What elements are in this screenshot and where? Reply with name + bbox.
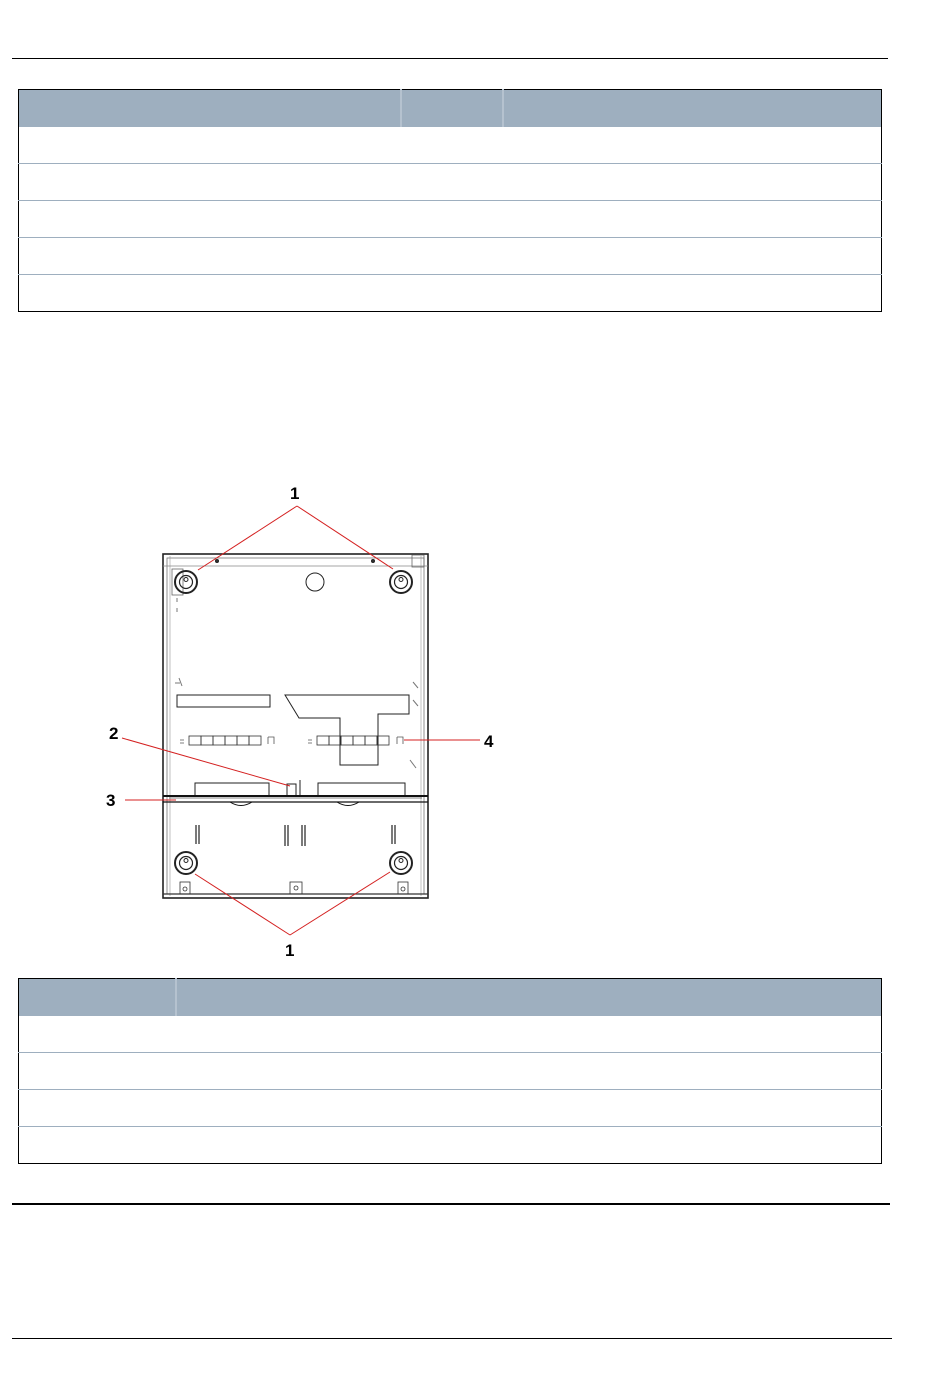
- spec-table: [18, 89, 882, 312]
- table-cell: [401, 238, 503, 275]
- table-header-cell: [401, 90, 503, 128]
- header-rule: [12, 58, 888, 59]
- table-cell: [401, 201, 503, 238]
- table-cell: [19, 127, 401, 164]
- terminal-strip-left: [180, 736, 274, 745]
- table-row: [19, 201, 882, 238]
- table-cell: [503, 275, 882, 312]
- mounting-hole-bottom-left: [175, 852, 197, 874]
- table-header-cell: [19, 979, 176, 1017]
- table-cell: [401, 164, 503, 201]
- callout-leaders: [122, 506, 480, 935]
- bottom-fixings: [163, 882, 428, 894]
- table-cell: [19, 238, 401, 275]
- enclosure-outline: [163, 554, 428, 898]
- top-cutouts: [177, 695, 409, 765]
- footer-rule: [12, 1203, 890, 1205]
- table-row: [19, 1016, 882, 1053]
- table-cell: [401, 275, 503, 312]
- table-cell: [401, 127, 503, 164]
- table-cell: [19, 1053, 176, 1090]
- table-cell: [176, 1090, 882, 1127]
- table-row: [19, 127, 882, 164]
- table-cell: [19, 275, 401, 312]
- table-row: [19, 1053, 882, 1090]
- table-header-cell: [503, 90, 882, 128]
- enclosure-diagram: [100, 478, 520, 963]
- table-cell: [176, 1127, 882, 1164]
- table-row: [19, 1090, 882, 1127]
- table-cell: [19, 164, 401, 201]
- table-cell: [503, 127, 882, 164]
- mounting-hole-top-left: [175, 571, 197, 593]
- terminal-strip-right: [308, 736, 403, 745]
- callout-label-2: 2: [109, 724, 119, 743]
- table-row: [19, 1127, 882, 1164]
- table-row: [19, 275, 882, 312]
- table-header-row: [19, 90, 882, 128]
- table-cell: [176, 1053, 882, 1090]
- table-cell: [503, 164, 882, 201]
- table-cell: [19, 1127, 176, 1164]
- table-cell: [503, 201, 882, 238]
- table-cell: [19, 201, 401, 238]
- mounting-hole-top-right: [390, 571, 412, 593]
- table-row: [19, 164, 882, 201]
- bottom-rule: [12, 1338, 892, 1339]
- callout-label-1-top: 1: [290, 484, 300, 503]
- lower-connectors: [195, 780, 405, 796]
- lower-compartment-slots: [196, 825, 395, 846]
- callout-label-4: 4: [484, 732, 494, 751]
- callout-label-1-bottom: 1: [285, 941, 295, 960]
- dividing-rail: [163, 796, 428, 806]
- table-header-row: [19, 979, 882, 1017]
- table-cell: [176, 1016, 882, 1053]
- table-header-cell: [176, 979, 882, 1017]
- table-row: [19, 238, 882, 275]
- callout-label-3: 3: [106, 791, 116, 810]
- mounting-hole-bottom-right: [390, 852, 412, 874]
- table-cell: [19, 1016, 176, 1053]
- legend-table: [18, 978, 882, 1164]
- table-header-cell: [19, 90, 401, 128]
- table-cell: [19, 1090, 176, 1127]
- table-cell: [503, 238, 882, 275]
